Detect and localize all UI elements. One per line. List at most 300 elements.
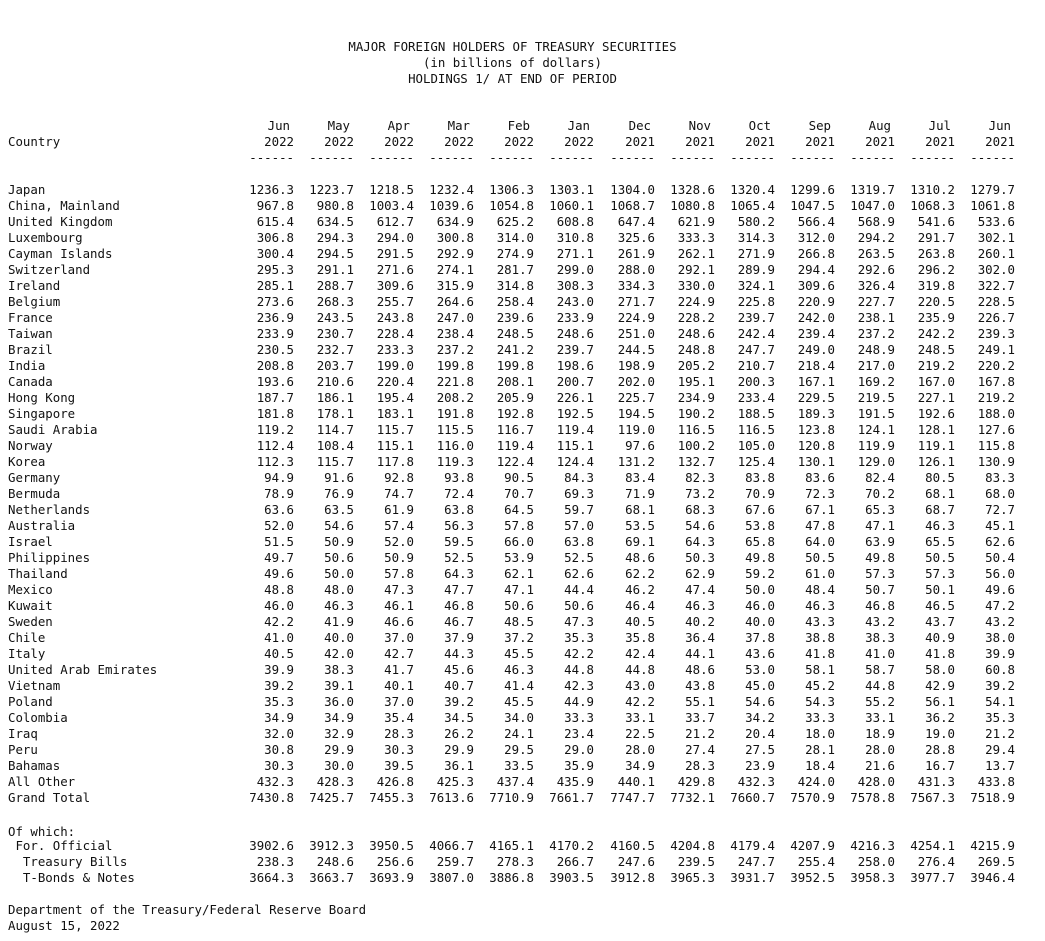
holding-value: 39.1: [324, 678, 354, 693]
country-name: Hong Kong: [8, 390, 76, 405]
holding-value: 219.2: [977, 390, 1015, 405]
holding-value: 167.8: [977, 374, 1015, 389]
column-header-year: 2022: [384, 134, 414, 149]
holding-value: 437.4: [496, 774, 534, 789]
holding-value: 310.8: [556, 230, 594, 245]
country-name: Bahamas: [8, 758, 61, 773]
holding-value: 48.0: [324, 582, 354, 597]
column-header-year: 2022: [444, 134, 474, 149]
column-header-month: Jun: [988, 118, 1011, 133]
holding-value: 47.3: [564, 614, 594, 629]
holding-value: 64.3: [685, 534, 715, 549]
holding-value: 4179.4: [730, 838, 775, 853]
table-row: [0, 454, 1045, 470]
holding-value: 285.1: [256, 278, 294, 293]
table-row: [0, 726, 1045, 742]
holding-value: 233.9: [256, 326, 294, 341]
holding-value: 50.7: [865, 582, 895, 597]
holding-value: 37.2: [504, 630, 534, 645]
holding-value: 42.2: [264, 614, 294, 629]
country-name: Grand Total: [8, 790, 91, 805]
holding-value: 296.2: [917, 262, 955, 277]
holding-value: 59.5: [444, 534, 474, 549]
table-row: [0, 422, 1045, 438]
holding-value: 4204.8: [670, 838, 715, 853]
holding-value: 295.3: [256, 262, 294, 277]
holding-value: 294.2: [857, 230, 895, 245]
table-row: [0, 406, 1045, 422]
holding-value: 220.5: [917, 294, 955, 309]
country-name: Vietnam: [8, 678, 61, 693]
holding-value: 273.6: [256, 294, 294, 309]
holding-value: 181.8: [256, 406, 294, 421]
column-header-month: Jul: [928, 118, 951, 133]
holding-value: 236.9: [256, 310, 294, 325]
holding-value: 426.8: [376, 774, 414, 789]
holding-value: 22.5: [625, 726, 655, 741]
holding-value: 62.9: [685, 566, 715, 581]
holding-value: 53.5: [625, 518, 655, 533]
holding-value: 242.4: [737, 326, 775, 341]
holding-value: 274.1: [436, 262, 474, 277]
column-header-divider: ------: [309, 150, 354, 165]
holding-value: 30.3: [264, 758, 294, 773]
holding-value: 43.8: [685, 678, 715, 693]
table-row: [0, 310, 1045, 326]
holding-value: 425.3: [436, 774, 474, 789]
holding-value: 119.4: [556, 422, 594, 437]
holding-value: 247.0: [436, 310, 474, 325]
holding-value: 228.2: [677, 310, 715, 325]
holding-value: 58.0: [925, 662, 955, 677]
country-name: Kuwait: [8, 598, 53, 613]
holding-value: 314.0: [496, 230, 534, 245]
holding-value: 50.5: [925, 550, 955, 565]
holding-value: 48.4: [805, 582, 835, 597]
holding-value: 34.2: [745, 710, 775, 725]
holding-value: 271.9: [737, 246, 775, 261]
holding-value: 39.2: [444, 694, 474, 709]
holding-value: 200.7: [556, 374, 594, 389]
holding-value: 57.8: [384, 566, 414, 581]
holding-value: 433.8: [977, 774, 1015, 789]
holding-value: 244.5: [617, 342, 655, 357]
column-header-year: 2021: [685, 134, 715, 149]
holding-value: 169.2: [857, 374, 895, 389]
holding-value: 7430.8: [249, 790, 294, 805]
holding-value: 46.2: [625, 582, 655, 597]
holding-value: 294.0: [376, 230, 414, 245]
column-header-month: Aug: [868, 118, 891, 133]
column-header-month: Feb: [507, 118, 530, 133]
holding-value: 533.6: [977, 214, 1015, 229]
holding-value: 72.4: [444, 486, 474, 501]
holding-value: 248.5: [917, 342, 955, 357]
title-line-2: (in billions of dollars): [422, 55, 603, 70]
holding-value: 3952.5: [790, 870, 835, 885]
holding-value: 238.1: [857, 310, 895, 325]
holding-value: 1232.4: [429, 182, 474, 197]
holding-value: 230.7: [316, 326, 354, 341]
holding-value: 54.1: [985, 694, 1015, 709]
holding-value: 61.0: [805, 566, 835, 581]
table-row: [0, 550, 1045, 566]
holding-value: 291.7: [917, 230, 955, 245]
holding-value: 237.2: [436, 342, 474, 357]
holding-value: 21.2: [985, 726, 1015, 741]
holding-value: 334.3: [617, 278, 655, 293]
holding-value: 7747.7: [610, 790, 655, 805]
holding-value: 312.0: [797, 230, 835, 245]
holding-value: 43.3: [805, 614, 835, 629]
holding-value: 7613.6: [429, 790, 474, 805]
holding-value: 50.0: [324, 566, 354, 581]
table-row: [0, 710, 1045, 726]
country-name: Peru: [8, 742, 38, 757]
holding-value: 49.8: [745, 550, 775, 565]
holding-value: 115.8: [977, 438, 1015, 453]
holding-value: 28.0: [625, 742, 655, 757]
holding-value: 3693.9: [369, 870, 414, 885]
holding-value: 1236.3: [249, 182, 294, 197]
table-row: [0, 534, 1045, 550]
holding-value: 178.1: [316, 406, 354, 421]
column-header-month: Apr: [387, 118, 410, 133]
holding-value: 35.8: [625, 630, 655, 645]
table-row: [0, 230, 1045, 246]
column-header-divider: ------: [549, 150, 594, 165]
holding-value: 35.3: [264, 694, 294, 709]
holding-value: 3931.7: [730, 870, 775, 885]
holding-value: 324.1: [737, 278, 775, 293]
holding-value: 116.5: [737, 422, 775, 437]
holding-value: 42.2: [625, 694, 655, 709]
holding-value: 124.4: [556, 454, 594, 469]
holding-value: 19.0: [925, 726, 955, 741]
holding-value: 50.1: [925, 582, 955, 597]
holding-value: 53.8: [745, 518, 775, 533]
table-row: [0, 598, 1045, 614]
holding-value: 33.3: [805, 710, 835, 725]
holding-value: 274.9: [496, 246, 534, 261]
holding-value: 57.0: [564, 518, 594, 533]
holding-value: 80.5: [925, 470, 955, 485]
column-header-divider: ------: [369, 150, 414, 165]
holding-value: 42.3: [564, 678, 594, 693]
holding-value: 112.3: [256, 454, 294, 469]
column-header-month: Jun: [267, 118, 290, 133]
holding-value: 68.7: [925, 502, 955, 517]
holding-value: 221.8: [436, 374, 474, 389]
holding-value: 46.8: [865, 598, 895, 613]
holding-value: 208.2: [436, 390, 474, 405]
holding-value: 71.9: [625, 486, 655, 501]
holding-value: 41.8: [925, 646, 955, 661]
holding-value: 47.1: [504, 582, 534, 597]
holding-value: 302.1: [977, 230, 1015, 245]
holding-value: 83.6: [805, 470, 835, 485]
table-row: [0, 742, 1045, 758]
holding-value: 58.1: [805, 662, 835, 677]
table-row: [0, 566, 1045, 582]
holding-value: 94.9: [264, 470, 294, 485]
country-name: Saudi Arabia: [8, 422, 98, 437]
holding-value: 29.4: [985, 742, 1015, 757]
holding-value: 239.4: [797, 326, 835, 341]
holding-value: 33.1: [625, 710, 655, 725]
holding-value: 38.0: [985, 630, 1015, 645]
country-name: United Arab Emirates: [8, 662, 158, 677]
holding-value: 200.3: [737, 374, 775, 389]
holding-value: 43.2: [985, 614, 1015, 629]
holding-value: 431.3: [917, 774, 955, 789]
holding-value: 249.0: [797, 342, 835, 357]
holding-value: 28.8: [925, 742, 955, 757]
country-name: Colombia: [8, 710, 68, 725]
holding-value: 1080.8: [670, 198, 715, 213]
column-header-year: 2021: [625, 134, 655, 149]
holding-value: 32.9: [324, 726, 354, 741]
holding-value: 1328.6: [670, 182, 715, 197]
holding-value: 210.6: [316, 374, 354, 389]
column-header-year: 2022: [504, 134, 534, 149]
holding-value: 44.4: [564, 582, 594, 597]
holding-value: 220.2: [977, 358, 1015, 373]
holding-value: 37.0: [384, 630, 414, 645]
holding-value: 566.4: [797, 214, 835, 229]
holding-value: 217.0: [857, 358, 895, 373]
country-name: Italy: [8, 646, 46, 661]
country-name: Israel: [8, 534, 53, 549]
holding-value: 7425.7: [309, 790, 354, 805]
holding-value: 70.2: [865, 486, 895, 501]
holding-value: 30.8: [264, 742, 294, 757]
holding-value: 268.3: [316, 294, 354, 309]
holding-value: 255.4: [797, 854, 835, 869]
holding-value: 233.3: [376, 342, 414, 357]
holding-value: 189.3: [797, 406, 835, 421]
table-row: [0, 198, 1045, 214]
holding-value: 83.3: [985, 470, 1015, 485]
holding-value: 225.8: [737, 294, 775, 309]
holding-value: 4170.2: [549, 838, 594, 853]
holding-value: 132.7: [677, 454, 715, 469]
holding-value: 319.8: [917, 278, 955, 293]
country-name: All Other: [8, 774, 76, 789]
holding-value: 309.6: [797, 278, 835, 293]
holding-value: 243.0: [556, 294, 594, 309]
holding-value: 234.9: [677, 390, 715, 405]
table-row: [0, 694, 1045, 710]
holding-value: 54.6: [324, 518, 354, 533]
column-header-divider: ------: [730, 150, 775, 165]
holding-value: 47.4: [685, 582, 715, 597]
country-name: Switzerland: [8, 262, 91, 277]
column-header-divider: ------: [610, 150, 655, 165]
country-name: Norway: [8, 438, 53, 453]
summary-row: [0, 870, 1045, 886]
holding-value: 44.8: [564, 662, 594, 677]
holding-value: 27.5: [745, 742, 775, 757]
holding-value: 40.0: [745, 614, 775, 629]
holding-value: 239.7: [556, 342, 594, 357]
holding-value: 29.9: [444, 742, 474, 757]
holding-value: 52.0: [384, 534, 414, 549]
holding-value: 43.6: [745, 646, 775, 661]
holding-value: 1218.5: [369, 182, 414, 197]
holding-value: 73.2: [685, 486, 715, 501]
country-name: Philippines: [8, 550, 91, 565]
holding-value: 233.4: [737, 390, 775, 405]
holding-value: 34.9: [625, 758, 655, 773]
holding-value: 46.6: [384, 614, 414, 629]
holding-value: 44.8: [865, 678, 895, 693]
holding-value: 7710.9: [489, 790, 534, 805]
holding-value: 205.2: [677, 358, 715, 373]
column-header-year: 2022: [324, 134, 354, 149]
country-name: Australia: [8, 518, 76, 533]
holding-value: 38.8: [805, 630, 835, 645]
table-row: [0, 326, 1045, 342]
holding-value: 228.5: [977, 294, 1015, 309]
holding-value: 56.0: [985, 566, 1015, 581]
holding-value: 130.1: [797, 454, 835, 469]
holding-value: 116.7: [496, 422, 534, 437]
holding-value: 205.9: [496, 390, 534, 405]
holding-value: 64.0: [805, 534, 835, 549]
holding-value: 46.1: [384, 598, 414, 613]
holding-value: 18.4: [805, 758, 835, 773]
holding-value: 45.6: [444, 662, 474, 677]
holding-value: 62.1: [504, 566, 534, 581]
holding-value: 57.3: [865, 566, 895, 581]
holding-value: 243.8: [376, 310, 414, 325]
holding-value: 242.0: [797, 310, 835, 325]
holding-value: 188.0: [977, 406, 1015, 421]
holding-value: 34.9: [324, 710, 354, 725]
holding-value: 3912.8: [610, 870, 655, 885]
holding-value: 634.9: [436, 214, 474, 229]
holding-value: 32.0: [264, 726, 294, 741]
holding-value: 281.7: [496, 262, 534, 277]
holding-value: 36.0: [324, 694, 354, 709]
holding-value: 45.1: [985, 518, 1015, 533]
country-name: Korea: [8, 454, 46, 469]
holding-value: 7518.9: [970, 790, 1015, 805]
holding-value: 608.8: [556, 214, 594, 229]
holding-value: 261.9: [617, 246, 655, 261]
holding-value: 294.5: [316, 246, 354, 261]
holding-value: 33.3: [564, 710, 594, 725]
holding-value: 42.2: [564, 646, 594, 661]
holding-value: 4215.9: [970, 838, 1015, 853]
holding-value: 82.4: [865, 470, 895, 485]
holding-value: 1061.8: [970, 198, 1015, 213]
holding-value: 114.7: [316, 422, 354, 437]
holding-value: 199.8: [496, 358, 534, 373]
table-header: [0, 118, 1045, 166]
holding-value: 38.3: [324, 662, 354, 677]
holding-value: 69.3: [564, 486, 594, 501]
holding-value: 288.7: [316, 278, 354, 293]
holding-value: 49.8: [865, 550, 895, 565]
holding-value: 262.1: [677, 246, 715, 261]
holding-value: 232.7: [316, 342, 354, 357]
holding-value: 126.1: [917, 454, 955, 469]
holding-value: 198.6: [556, 358, 594, 373]
holding-value: 37.9: [444, 630, 474, 645]
holding-value: 37.8: [745, 630, 775, 645]
holding-value: 54.6: [745, 694, 775, 709]
holding-value: 119.3: [436, 454, 474, 469]
table-row: [0, 662, 1045, 678]
holding-value: 239.6: [496, 310, 534, 325]
holding-value: 48.6: [685, 662, 715, 677]
holding-value: 239.5: [677, 854, 715, 869]
holding-value: 192.8: [496, 406, 534, 421]
holding-value: 191.8: [436, 406, 474, 421]
holding-value: 432.3: [256, 774, 294, 789]
column-header-year: 2021: [805, 134, 835, 149]
holding-value: 21.2: [685, 726, 715, 741]
holding-value: 42.9: [925, 678, 955, 693]
table-row: [0, 182, 1045, 198]
holding-value: 198.9: [617, 358, 655, 373]
holding-value: 230.5: [256, 342, 294, 357]
holding-value: 292.1: [677, 262, 715, 277]
holding-value: 634.5: [316, 214, 354, 229]
holding-value: 54.3: [805, 694, 835, 709]
country-name: Luxembourg: [8, 230, 83, 245]
holding-value: 65.5: [925, 534, 955, 549]
country-name: United Kingdom: [8, 214, 113, 229]
country-name: Thailand: [8, 566, 68, 581]
holding-value: 39.9: [264, 662, 294, 677]
holding-value: 228.4: [376, 326, 414, 341]
holding-value: 428.0: [857, 774, 895, 789]
holding-value: 70.9: [745, 486, 775, 501]
holding-value: 326.4: [857, 278, 895, 293]
holding-value: 122.4: [496, 454, 534, 469]
holding-value: 64.5: [504, 502, 534, 517]
holding-value: 44.9: [564, 694, 594, 709]
holding-value: 1068.7: [610, 198, 655, 213]
column-header-month: Nov: [688, 118, 711, 133]
holding-value: 429.8: [677, 774, 715, 789]
holding-value: 40.5: [264, 646, 294, 661]
holding-value: 52.5: [444, 550, 474, 565]
holding-value: 309.6: [376, 278, 414, 293]
holding-value: 115.5: [436, 422, 474, 437]
table-row: [0, 294, 1045, 310]
holding-value: 235.9: [917, 310, 955, 325]
holding-value: 1068.3: [910, 198, 955, 213]
holding-value: 36.1: [444, 758, 474, 773]
holding-value: 302.0: [977, 262, 1015, 277]
holding-value: 241.2: [496, 342, 534, 357]
holding-value: 45.2: [805, 678, 835, 693]
holding-value: 193.6: [256, 374, 294, 389]
holding-value: 72.3: [805, 486, 835, 501]
holding-value: 34.0: [504, 710, 534, 725]
country-name: Netherlands: [8, 502, 91, 517]
country-name: Germany: [8, 470, 61, 485]
holding-value: 50.6: [564, 598, 594, 613]
holding-value: 40.5: [625, 614, 655, 629]
holding-value: 299.0: [556, 262, 594, 277]
holding-value: 1279.7: [970, 182, 1015, 197]
holding-value: 70.7: [504, 486, 534, 501]
